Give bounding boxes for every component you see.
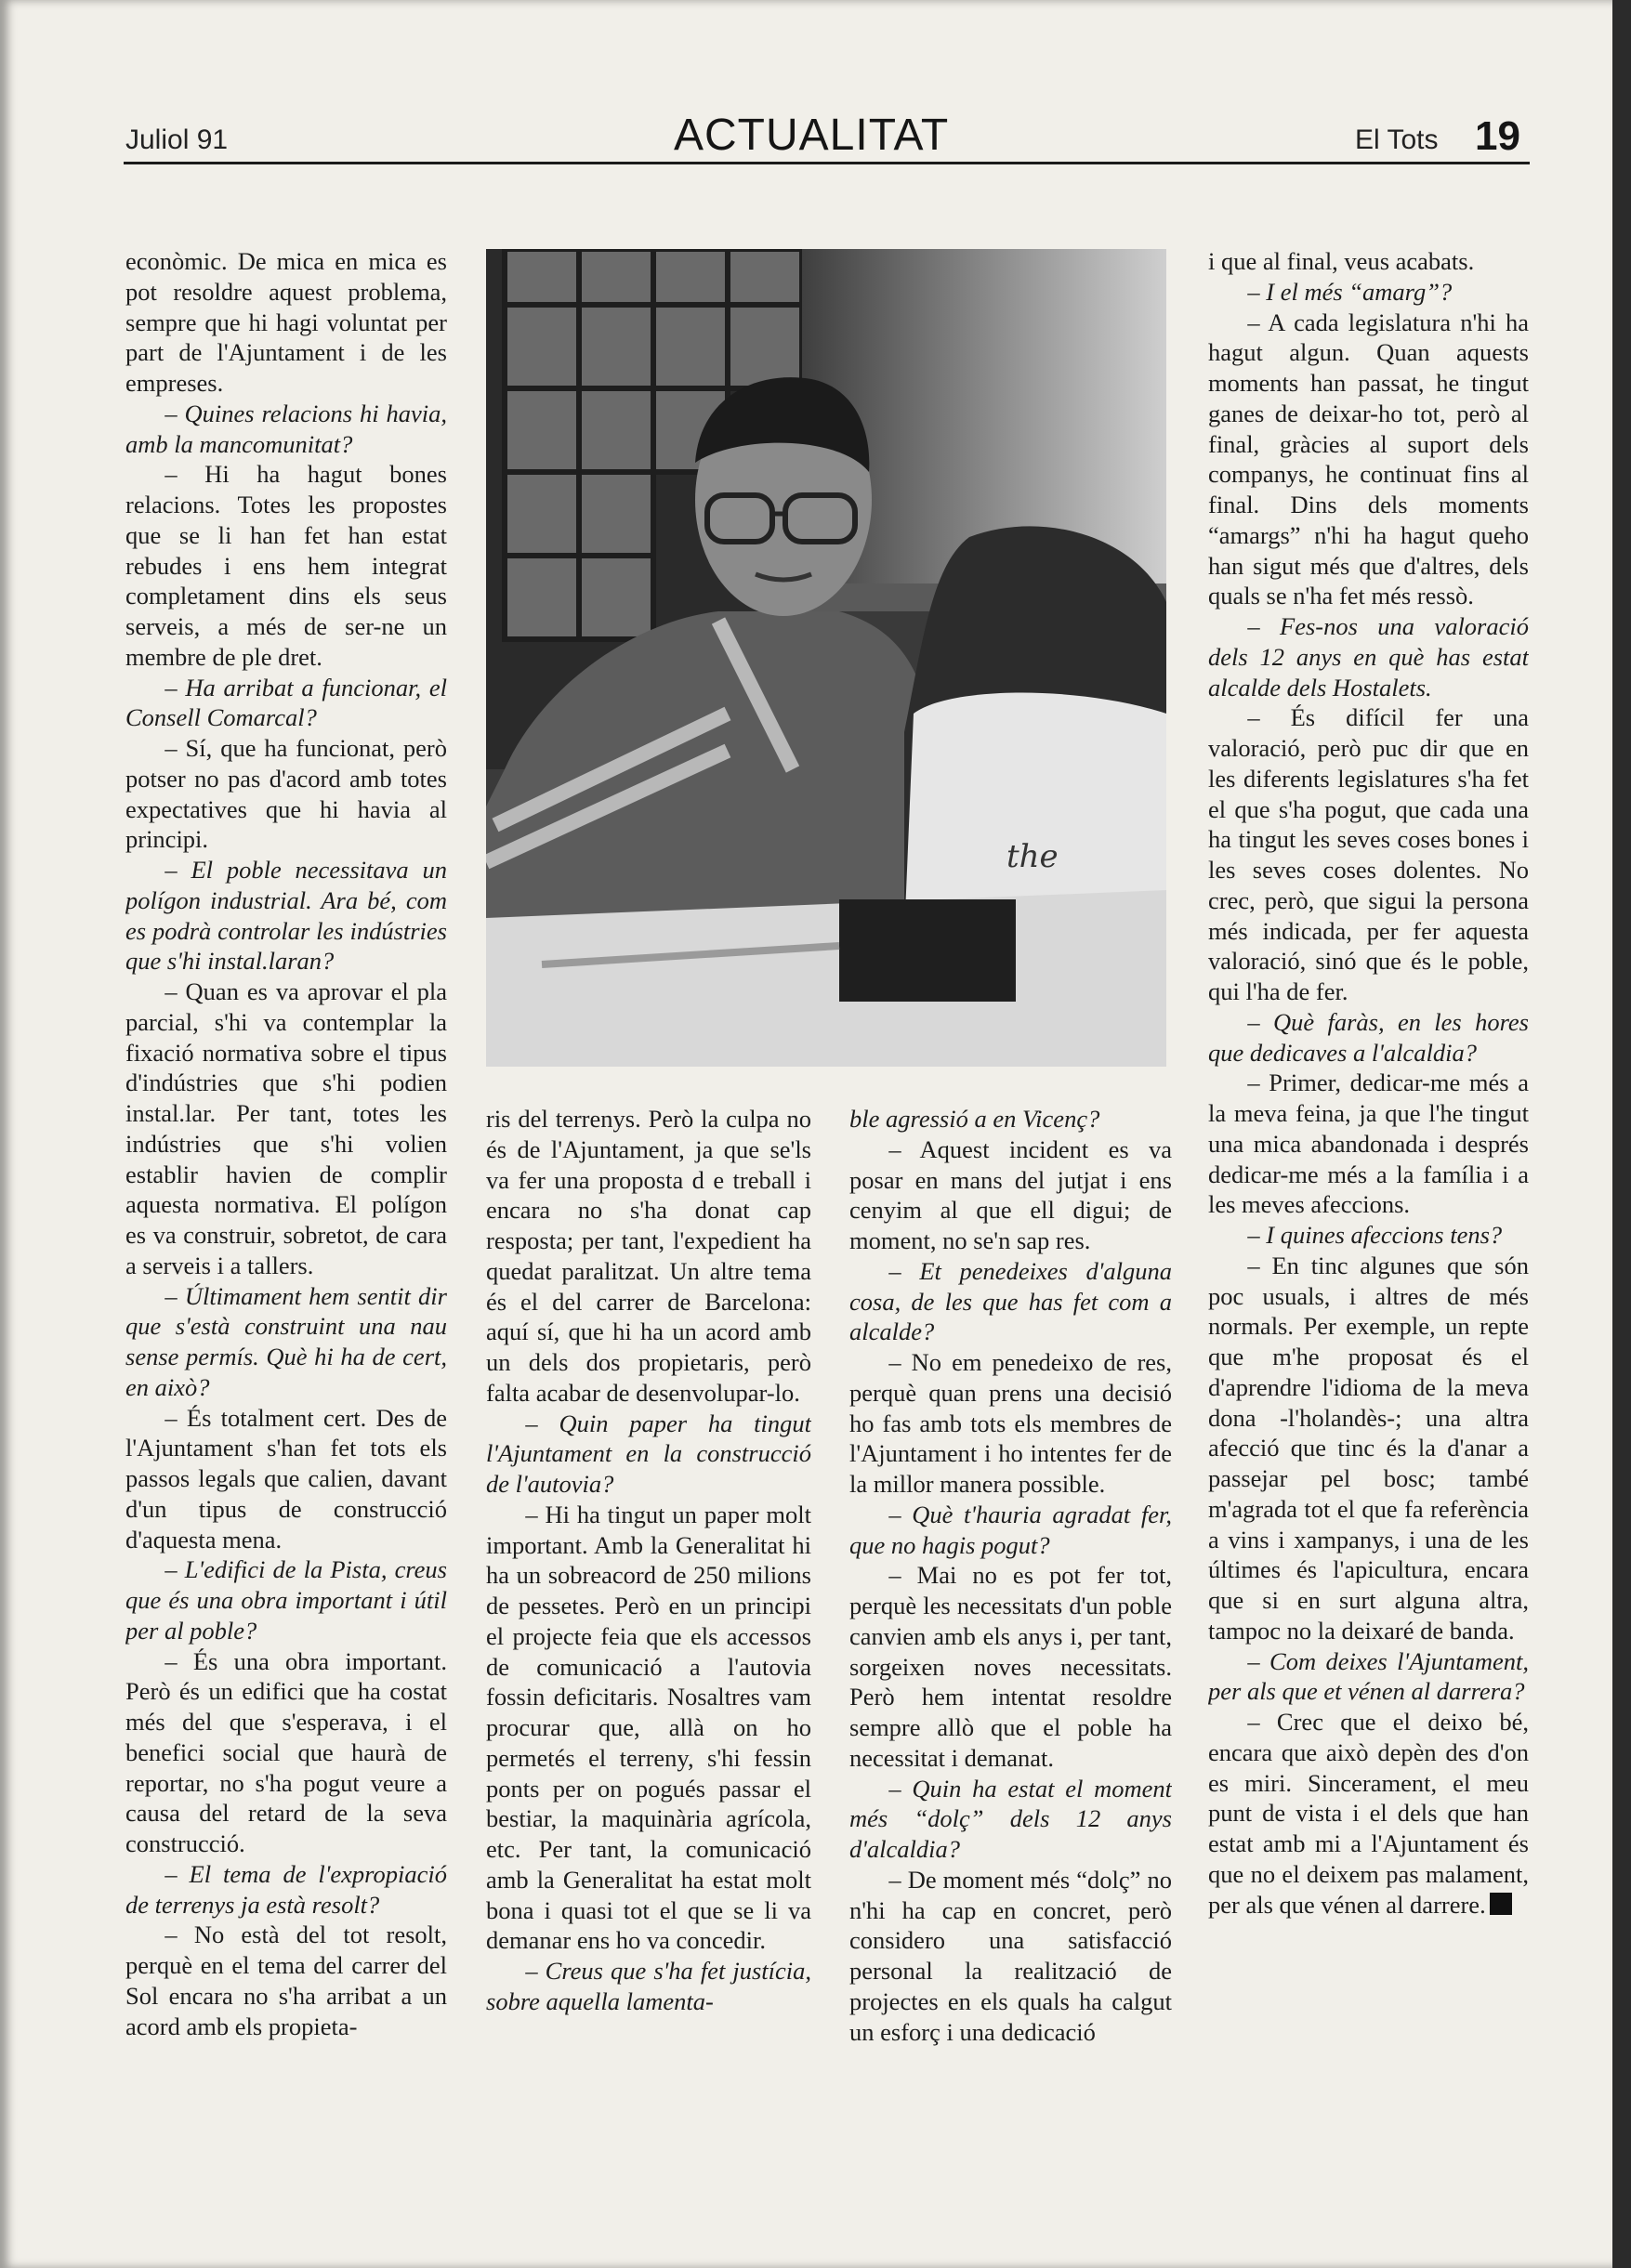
photo-illustration (486, 249, 1166, 1067)
interview-answer: – En tinc algunes que són poc usuals, i altres de més normals. Per exemple, un repte que m'he proposat és el d'aprendre l'idioma de la meva dona -l'holandès-; una altra afecció que tinc és la d'anar a passejar pel bosc; també m'agrada tot el que fa referència a vins i xampanys, i una de les últimes és l'apicultura, encara que si en surt alguna altra, tampoc no la deixaré de banda. (1208, 1251, 1529, 1645)
interview-question: – El poble necessitava un polígon industrial. Ara bé, com es podrà controlar les indústries que s'hi instal.laran? (125, 856, 447, 976)
issue-date: Juliol 91 (125, 125, 229, 155)
interview-question: – Quin ha estat el moment més “dolç” dels 12 anys d'alcaldia? (849, 1774, 1172, 1863)
interview-answer: – No em penedeixo de res, perquè quan prens una decisió ho fas amb tots els membres de l'Ajuntament i ho intentes fer de la millor manera possible. (849, 1348, 1172, 1498)
interview-photo (486, 249, 1166, 1067)
interview-answer: – Hi ha hagut bones relacions. Totes les propostes que se li han fet han estat rebudes i ens hem integrat completament dins els seus serveis, a més de ser-ne un membre de ple dret. (125, 460, 447, 671)
interview-question: – L'edifici de la Pista, creus que és una obra important i útil per al poble? (125, 1555, 447, 1645)
interview-question: – Fes-nos una valoració dels 12 anys en què has estat alcalde dels Hostalets. (1208, 612, 1529, 701)
interview-answer: – És totalment cert. Des de l'Ajuntament s'han fet tots els passos legals que calien, davant d'un tipus de construcció d'aquesta mena. (125, 1403, 447, 1554)
interview-question: – Què faràs, en les hores que dedicaves a l'alcaldia? (1208, 1007, 1529, 1067)
publication-name: El Tots (1355, 125, 1439, 155)
shirt-print: the (1006, 838, 1059, 875)
header-rule (124, 162, 1530, 164)
interview-answer: – Quan es va aprovar el pla parcial, s'hi va contemplar la fixació normativa sobre el tipus d'indústries que s'hi podien instal.lar. Per tant, totes les indústries que s'hi volien establir havien de complir aquesta normativa. El polígon es va construir, sobretot, de cara a serveis i a tallers. (125, 977, 447, 1279)
article-column-3 (849, 1104, 1172, 2107)
page-number: 19 (1475, 113, 1520, 159)
scan-edge (1612, 0, 1631, 2268)
interview-answer: – Mai no es pot fer tot, perquè les necessitats d'un poble canvien amb els anys i, per tant, sorgeixen noves necessitats. Però hem intentat resoldre sempre allò que el poble ha necessitat i demanat. (849, 1561, 1172, 1772)
interview-answer: – Primer, dedicar-me més a la meva feina, ja que l'he tingut una mica abandonada i després dedicar-me més a la família i a les meves afeccions. (1208, 1068, 1529, 1219)
interview-answer: econòmic. De mica en mica es pot resoldre aquest problema, sempre que hi hagi voluntat per part de l'Ajuntament i de les empreses. (125, 247, 447, 397)
interview-question: – Últimament hem sentit dir que s'està construint una nau sense permís. Què hi ha de cert, en això? (125, 1281, 447, 1401)
interview-question: – El tema de l'expropiació de terrenys ja està resolt? (125, 1859, 447, 1919)
interview-question: – Quin paper ha tingut l'Ajuntament en la construcció de l'autovia? (486, 1409, 811, 1498)
interview-answer: – No està del tot resolt, perquè en el tema del carrer del Sol encara no s'ha arribat a un acord amb els propieta- (125, 1921, 447, 2040)
interview-answer: – De moment més “dolç” no n'hi ha cap en concret, però considero una satisfacció personal la realització de projectes en els quals ha calgut un esforç i una dedicació (849, 1865, 1172, 2046)
interview-answer: – A cada legislatura n'hi ha hagut algun. Quan aquests moments han passat, he tingut ganes de deixar-ho tot, però al final, gràcies al suport dels companys, he continuat fins al final. Dins dels moments “amargs” n'hi ha hagut queho han sigut més que d'altres, dels quals se n'ha fet més ressò. (1208, 308, 1529, 610)
interview-answer: – És difícil fer una valoració, però puc dir que en les diferents legislatures s'ha fet el que s'ha pogut, que cada una ha tingut les seves coses bones i les seves coses dolentes. No crec, però, que sigui la persona més indicada, per fer aquesta valoració, sinó que és le poble, qui l'ha de fer. (1208, 703, 1529, 1005)
interview-question: ble agressió a en Vicenç? (849, 1105, 1100, 1133)
interview-question: – Quines relacions hi havia, amb la mancomunitat? (125, 399, 447, 458)
interview-answer: i que al final, veus acabats. (1208, 247, 1475, 275)
interview-question: – Creus que s'ha fet justícia, sobre aquella lamenta- (486, 1957, 811, 2015)
interview-answer: – És una obra important. Però és un edifici que ha costat més del que s'esperava, i el benefici social que haurà de reportar, no s'ha pogut veure a causa del retard de la seva construcció. (125, 1646, 447, 1857)
interview-question: – I el més “amarg”? (1247, 277, 1453, 306)
interview-question: – Et penedeixes d'alguna cosa, de les que has fet com a alcalde? (849, 1256, 1172, 1346)
article-column-4 (1208, 246, 1529, 2104)
interview-answer: – Aquest incident es va posar en mans del jutjat i ens cenyim al que ell digui; de moment, no se'n sap res. (849, 1134, 1172, 1254)
interview-answer: – Sí, que ha funcionat, però potser no pas d'acord amb totes expectatives que hi havia al principi. (125, 734, 447, 854)
end-of-article-mark (1490, 1893, 1512, 1915)
interview-question: – Què t'hauria agradat fer, que no hagis pogut? (849, 1500, 1172, 1559)
article-column-2 (486, 1104, 811, 2107)
interview-answer: – Hi ha tingut un paper molt important. Amb la Generalitat hi ha un sobreacord de 250 milions de pessetes. Però en un principi el projecte feia que els accessos de comunicació a l'autovia fossin deficitaris. Nosaltres vam procurar que, allà on ho permetés el terreny, s'hi fessin ponts per on pogués passar el bestiar, la maquinària agrícola, etc. Per tant, la comunicació amb la Generalitat ha estat molt bona i quasi tot el que se li va demanar ens ho va concedir. (486, 1500, 811, 1955)
interview-question: – I quines afeccions tens? (1247, 1221, 1503, 1249)
interview-answer: – Crec que el deixo bé, encara que això depèn des d'on es miri. Sincerament, el meu punt de vista i el dels que han estat amb mi a l'Ajuntament és que no el deixem pas malament, per als que vénen al darrere. (1208, 1708, 1529, 1919)
section-title: ACTUALITAT (674, 111, 950, 160)
interview-answer: ris del terrenys. Però la culpa no és de l'Ajuntament, ja que se'ls va fer una proposta d e treball i encara no s'ha donat cap resposta; per tant, l'expedient ha quedat paralitzat. Un altre tema és el del carrer de Barcelona: aquí sí, que hi ha un acord amb un dels dos propietaris, però falta acabar de desenvolupar-lo. (486, 1105, 811, 1407)
interview-question: – Ha arribat a funcionar, el Consell Comarcal? (125, 673, 447, 732)
interview-question: – Com deixes l'Ajuntament, per als que et vénen al darrera? (1208, 1646, 1529, 1706)
article-column-1 (125, 246, 447, 2104)
